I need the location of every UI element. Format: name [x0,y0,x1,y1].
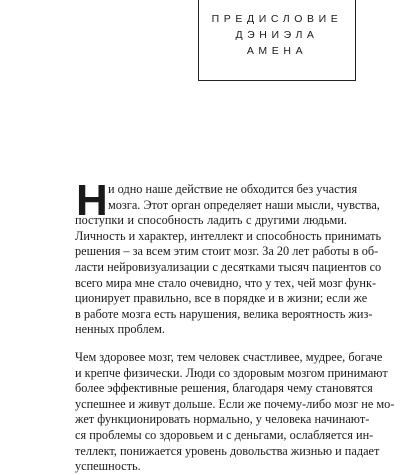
paragraph-line: всего мира мне стало очевидно, что у тех, чей мозг функ- [75,275,377,290]
paragraph-line: успешнее и живут дольше. Если же почему-либо мозг не мо- [75,396,395,411]
paragraph-line: ласти нейровизуализации с десятками тысяч пациентов со [75,259,382,274]
body-text [75,176,395,475]
paragraph-line: жет функционировать нормально, у человека начинают- [75,412,370,427]
chapter-heading-line-2: ДЭНИЭЛА [235,29,319,41]
chapter-heading-line-3: АМЕНА [246,45,308,57]
paragraph-line: и одно наше действие не обходится без участия [108,182,358,196]
paragraph-line: и крепче физически. Люди со здоровым мозгом принимают [75,365,388,380]
chapter-heading-box [198,0,356,81]
paragraph-line: ционирует правильно, все в порядке и в жизни; если же [75,291,368,306]
drop-cap: Н [76,176,108,225]
paragraph-gap [75,338,347,350]
paragraph-line: поступки и способность ладить с другими людьми. [75,213,347,228]
paragraph-line: успешность. [75,459,141,474]
paragraph-line: ся проблемы со здоровьем и с деньгами, ослабляется ин- [75,427,374,442]
paragraph-line: мозга. Этот орган определяет наши мысли, чувства, [108,197,380,212]
paragraph-line: теллект, понижается уровень довольства жизнью и падает [75,443,380,458]
paragraph-line: решения – за всем этим стоит мозг. За 20 лет работы в об- [75,244,379,259]
paragraph-2 [75,349,395,475]
chapter-heading-line-1: ПРЕДИСЛОВИЕ [211,13,343,25]
paragraph-line: в работе мозга есть нарушения, велика вероятность жиз- [75,306,373,321]
paragraph-1 [75,176,382,338]
paragraph-line: более эффективные решения, благодаря чему становятся [75,381,373,396]
paragraph-line: Чем здоровее мозг, тем человек счастливее, мудрее, богаче [75,349,383,364]
paragraph-line: ненных проблем. [75,322,165,337]
paragraph-line: Личность и характер, интеллект и способность принимать [75,228,382,243]
